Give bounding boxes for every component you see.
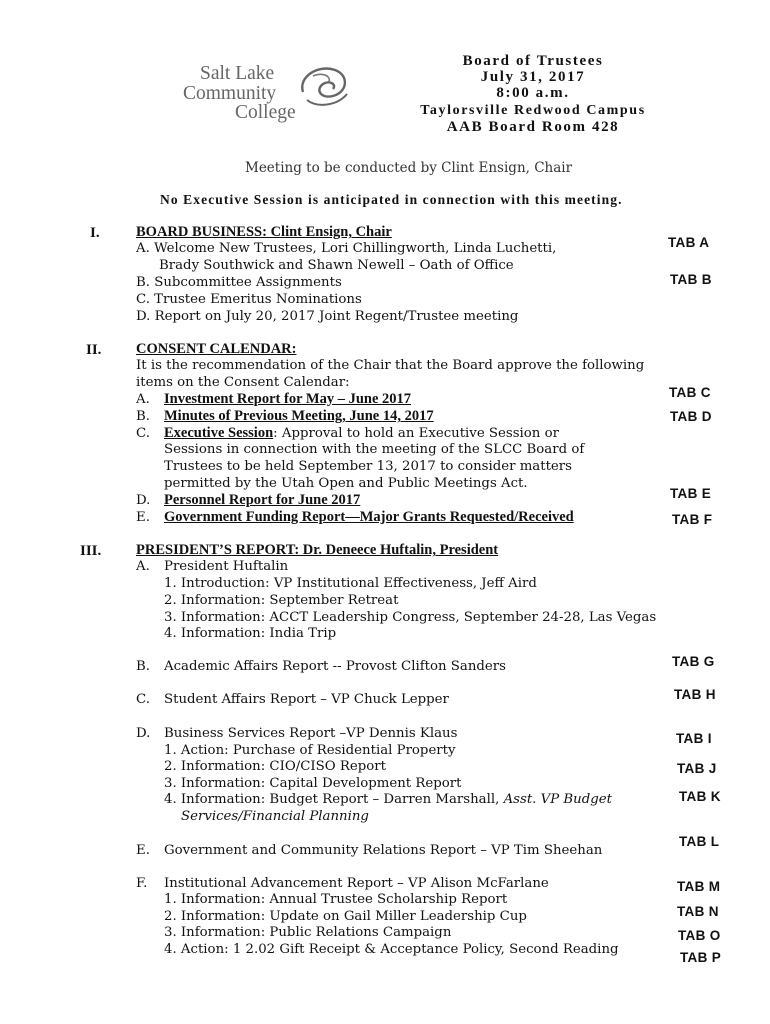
s2-item-d: Personnel Report for June 2017 <box>164 492 361 508</box>
s2-letter-c: C. <box>136 426 150 441</box>
s2-item-c-line-3: Trustees to be held September 13, 2017 to consider matters <box>164 459 572 474</box>
tab-e-label: TAB E <box>670 486 711 501</box>
s3-letter-d: D. <box>136 726 151 741</box>
tab-j-label: TAB J <box>677 761 717 776</box>
meeting-campus: Taylorsville Redwood Campus <box>420 103 646 118</box>
s3-letter-e: E. <box>136 843 150 858</box>
s1-item-b: B. Subcommittee Assignments <box>136 275 342 290</box>
tab-o-label: TAB O <box>678 928 721 943</box>
slcc-logo <box>183 62 353 128</box>
s3-letter-c: C. <box>136 692 150 707</box>
tab-g-label: TAB G <box>672 654 715 669</box>
meeting-date: July 31, 2017 <box>480 69 586 85</box>
s1-item-a: A. Welcome New Trustees, Lori Chillingworth, Linda Luchetti, <box>136 241 557 256</box>
s2-letter-e: E. <box>136 510 150 525</box>
tab-c-label: TAB C <box>669 385 711 400</box>
tab-f-label: TAB F <box>672 512 713 527</box>
tab-h-label: TAB H <box>674 687 716 702</box>
section-1-title: BOARD BUSINESS: Clint Ensign, Chair <box>136 224 392 240</box>
s3-item-f: Institutional Advancement Report – VP Alison McFarlane <box>164 876 549 891</box>
s2-item-b: Minutes of Previous Meeting, June 14, 2017 <box>164 408 434 424</box>
s3-item-d-3: 3. Information: Capital Development Report <box>164 776 462 791</box>
s2-intro-line-2: items on the Consent Calendar: <box>136 375 350 390</box>
s3-item-e: Government and Community Relations Report – VP Tim Sheehan <box>164 843 603 858</box>
s3-item-a-2: 2. Information: September Retreat <box>164 593 399 608</box>
s2-item-c-rest: : Approval to hold an Executive Session or <box>273 426 559 441</box>
logo-line-1: Salt Lake <box>200 63 275 84</box>
s3-item-b: Academic Affairs Report -- Provost Clifton Sanders <box>164 659 506 674</box>
section-3-numeral: III. <box>80 543 102 559</box>
s1-item-c: C. Trustee Emeritus Nominations <box>136 292 362 307</box>
board-title: Board of Trustees <box>462 53 604 69</box>
s3-item-f-1: 1. Information: Annual Trustee Scholarship Report <box>164 892 508 907</box>
meeting-time: 8:00 a.m. <box>496 85 570 101</box>
s1-item-d: D. Report on July 20, 2017 Joint Regent/Trustee meeting <box>136 309 519 324</box>
s3-item-d-2: 2. Information: CIO/CISO Report <box>164 759 386 774</box>
s2-item-e: Government Funding Report—Major Grants Requested/Received <box>164 509 574 525</box>
s3-item-d-1: 1. Action: Purchase of Residential Property <box>164 743 456 758</box>
s2-item-c <box>164 425 559 442</box>
tab-m-label: TAB M <box>677 879 721 894</box>
s2-item-c-title: Executive Session <box>164 425 274 441</box>
s2-letter-b: B. <box>136 409 150 424</box>
tab-a-label: TAB A <box>668 235 710 250</box>
s3-item-f-4: 4. Action: 1 2.02 Gift Receipt & Acceptance Policy, Second Reading <box>164 942 619 957</box>
s3-item-d: Business Services Report –VP Dennis Klaus <box>164 726 458 741</box>
tab-b-label: TAB B <box>670 272 712 287</box>
section-3-title: PRESIDENT’S REPORT: Dr. Deneece Huftalin, President <box>136 542 499 558</box>
s3-item-d-4-italic: Asst. VP Budget <box>503 792 612 807</box>
s2-letter-a: A. <box>136 392 150 407</box>
s3-item-c: Student Affairs Report – VP Chuck Lepper <box>164 692 449 707</box>
section-2-title: CONSENT CALENDAR: <box>136 341 297 357</box>
s3-item-d-4-text: 4. Information: Budget Report – Darren Marshall, <box>164 792 504 807</box>
logo-swirl-icon <box>293 62 353 112</box>
s3-item-f-3: 3. Information: Public Relations Campaign <box>164 925 452 940</box>
s3-letter-a: A. <box>136 559 150 574</box>
s2-letter-d: D. <box>136 493 151 508</box>
s3-item-a-1: 1. Introduction: VP Institutional Effectiveness, Jeff Aird <box>164 576 537 591</box>
tab-i-label: TAB I <box>676 731 712 746</box>
tab-d-label: TAB D <box>670 409 712 424</box>
s3-item-d-4-cont: Services/Financial Planning <box>181 809 369 824</box>
tab-p-label: TAB P <box>680 950 721 965</box>
tab-l-label: TAB L <box>679 834 720 849</box>
s3-letter-b: B. <box>136 659 150 674</box>
tab-n-label: TAB N <box>677 904 719 919</box>
conducted-by: Meeting to be conducted by Clint Ensign, Chair <box>245 160 573 176</box>
executive-session-note: No Executive Session is anticipated in connection with this meeting. <box>160 192 623 207</box>
s3-item-a-3: 3. Information: ACCT Leadership Congress, September 24-28, Las Vegas <box>164 610 657 625</box>
s2-item-a: Investment Report for May – June 2017 <box>164 391 412 407</box>
s2-item-c-line-2: Sessions in connection with the meeting of the SLCC Board of <box>164 442 585 457</box>
s3-item-a: President Huftalin <box>164 559 289 574</box>
s3-item-a-4: 4. Information: India Trip <box>164 626 337 641</box>
tab-k-label: TAB K <box>679 789 721 804</box>
section-2-numeral: II. <box>86 342 102 358</box>
logo-line-3: College <box>235 102 296 123</box>
s2-intro-line-1: It is the recommendation of the Chair that the Board approve the following <box>136 358 645 373</box>
meeting-room: AAB Board Room 428 <box>446 119 620 135</box>
section-1-numeral: I. <box>90 225 100 241</box>
logo-line-2: Community <box>183 83 277 104</box>
s1-item-a-cont: Brady Southwick and Shawn Newell – Oath of Office <box>159 258 514 273</box>
s2-item-c-line-4: permitted by the Utah Open and Public Meetings Act. <box>164 476 528 491</box>
s3-item-d-4 <box>164 792 612 808</box>
s3-item-f-2: 2. Information: Update on Gail Miller Leadership Cup <box>164 909 527 924</box>
s3-letter-f: F. <box>136 876 148 891</box>
